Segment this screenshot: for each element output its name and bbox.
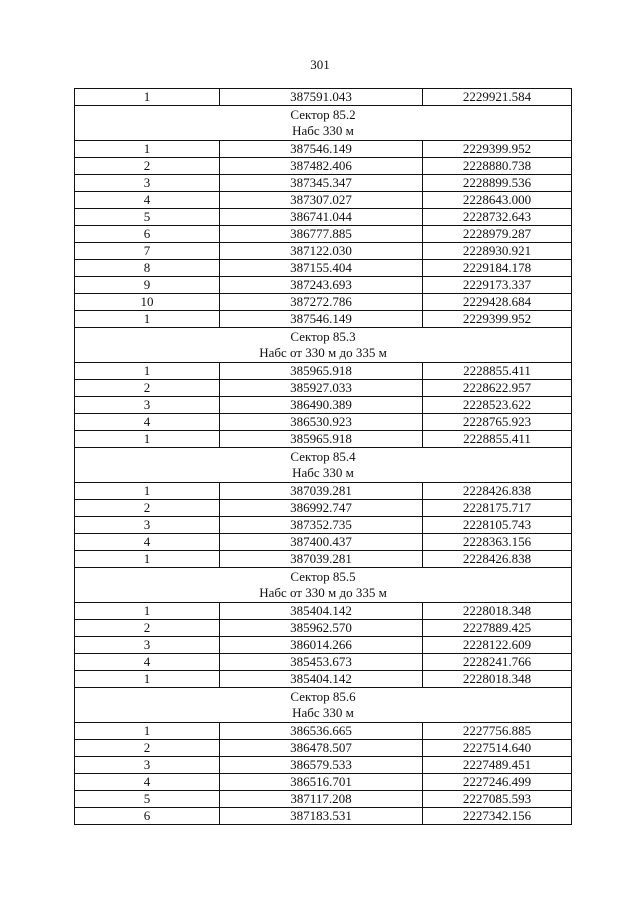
table-row <box>75 243 572 260</box>
point-number-cell: 8 <box>75 260 220 277</box>
point-number-cell: 6 <box>75 808 220 825</box>
table-row <box>75 620 572 637</box>
table-row <box>75 723 572 740</box>
sector-header-row <box>75 568 572 603</box>
point-number-cell: 7 <box>75 243 220 260</box>
table-row <box>75 774 572 791</box>
point-number-cell: 4 <box>75 534 220 551</box>
sector-header <box>75 448 572 483</box>
x-coordinate-cell: 387482.406 <box>220 158 423 175</box>
sector-header <box>75 688 572 723</box>
sector-elevation: Набс от 330 м до 335 м <box>259 585 387 600</box>
y-coordinate-cell: 2228643.000 <box>423 192 572 209</box>
point-number-cell: 4 <box>75 654 220 671</box>
x-coordinate-cell: 386014.266 <box>220 637 423 654</box>
y-coordinate-cell: 2228523.622 <box>423 397 572 414</box>
y-coordinate-cell: 2227085.593 <box>423 791 572 808</box>
table-row <box>75 500 572 517</box>
x-coordinate-cell: 387345.347 <box>220 175 423 192</box>
table-row <box>75 277 572 294</box>
sector-header <box>75 328 572 363</box>
y-coordinate-cell: 2229921.584 <box>423 89 572 106</box>
y-coordinate-cell: 2229399.952 <box>423 311 572 328</box>
y-coordinate-cell: 2229173.337 <box>423 277 572 294</box>
sector-header-row <box>75 328 572 363</box>
y-coordinate-cell: 2228018.348 <box>423 603 572 620</box>
point-number-cell: 9 <box>75 277 220 294</box>
sector-title: Сектор 85.5 <box>290 569 356 584</box>
table-row <box>75 808 572 825</box>
point-number-cell: 1 <box>75 723 220 740</box>
table-row <box>75 654 572 671</box>
x-coordinate-cell: 387307.027 <box>220 192 423 209</box>
table-row <box>75 637 572 654</box>
y-coordinate-cell: 2228899.536 <box>423 175 572 192</box>
x-coordinate-cell: 385962.570 <box>220 620 423 637</box>
sector-elevation: Набс 330 м <box>292 705 354 720</box>
y-coordinate-cell: 2228732.643 <box>423 209 572 226</box>
table-row <box>75 311 572 328</box>
point-number-cell: 10 <box>75 294 220 311</box>
y-coordinate-cell: 2228363.156 <box>423 534 572 551</box>
coordinates-table <box>74 88 572 825</box>
point-number-cell: 4 <box>75 414 220 431</box>
point-number-cell: 6 <box>75 226 220 243</box>
table-row <box>75 89 572 106</box>
x-coordinate-cell: 387039.281 <box>220 551 423 568</box>
x-coordinate-cell: 386741.044 <box>220 209 423 226</box>
x-coordinate-cell: 385965.918 <box>220 431 423 448</box>
point-number-cell: 1 <box>75 311 220 328</box>
x-coordinate-cell: 385965.918 <box>220 363 423 380</box>
x-coordinate-cell: 385404.142 <box>220 671 423 688</box>
point-number-cell: 3 <box>75 757 220 774</box>
point-number-cell: 1 <box>75 551 220 568</box>
point-number-cell: 1 <box>75 431 220 448</box>
x-coordinate-cell: 387155.404 <box>220 260 423 277</box>
x-coordinate-cell: 386516.701 <box>220 774 423 791</box>
y-coordinate-cell: 2228122.609 <box>423 637 572 654</box>
y-coordinate-cell: 2228979.287 <box>423 226 572 243</box>
y-coordinate-cell: 2228765.923 <box>423 414 572 431</box>
table-row <box>75 791 572 808</box>
table-row <box>75 175 572 192</box>
x-coordinate-cell: 385404.142 <box>220 603 423 620</box>
y-coordinate-cell: 2229428.684 <box>423 294 572 311</box>
point-number-cell: 1 <box>75 603 220 620</box>
y-coordinate-cell: 2229399.952 <box>423 141 572 158</box>
sector-header-row <box>75 106 572 141</box>
coordinates-table-body <box>75 89 572 825</box>
x-coordinate-cell: 387122.030 <box>220 243 423 260</box>
sector-header-row <box>75 448 572 483</box>
table-row <box>75 740 572 757</box>
x-coordinate-cell: 386478.507 <box>220 740 423 757</box>
sector-elevation: Набс от 330 м до 335 м <box>259 345 387 360</box>
sector-title: Сектор 85.4 <box>290 449 356 464</box>
point-number-cell: 4 <box>75 192 220 209</box>
point-number-cell: 1 <box>75 141 220 158</box>
y-coordinate-cell: 2228880.738 <box>423 158 572 175</box>
sector-elevation: Набс 330 м <box>292 123 354 138</box>
x-coordinate-cell: 387243.693 <box>220 277 423 294</box>
point-number-cell: 2 <box>75 500 220 517</box>
point-number-cell: 3 <box>75 637 220 654</box>
point-number-cell: 1 <box>75 363 220 380</box>
point-number-cell: 5 <box>75 791 220 808</box>
point-number-cell: 1 <box>75 483 220 500</box>
x-coordinate-cell: 386490.389 <box>220 397 423 414</box>
point-number-cell: 4 <box>75 774 220 791</box>
table-row <box>75 551 572 568</box>
y-coordinate-cell: 2229184.178 <box>423 260 572 277</box>
point-number-cell: 2 <box>75 158 220 175</box>
x-coordinate-cell: 387546.149 <box>220 311 423 328</box>
y-coordinate-cell: 2228426.838 <box>423 483 572 500</box>
table-row <box>75 517 572 534</box>
table-row <box>75 158 572 175</box>
point-number-cell: 5 <box>75 209 220 226</box>
table-row <box>75 483 572 500</box>
page-number: 301 <box>310 57 330 72</box>
table-row <box>75 397 572 414</box>
point-number-cell: 3 <box>75 397 220 414</box>
x-coordinate-cell: 387591.043 <box>220 89 423 106</box>
sector-header <box>75 568 572 603</box>
y-coordinate-cell: 2228241.766 <box>423 654 572 671</box>
sector-title: Сектор 85.2 <box>290 107 356 122</box>
x-coordinate-cell: 386777.885 <box>220 226 423 243</box>
table-row <box>75 757 572 774</box>
x-coordinate-cell: 386992.747 <box>220 500 423 517</box>
y-coordinate-cell: 2228105.743 <box>423 517 572 534</box>
y-coordinate-cell: 2227889.425 <box>423 620 572 637</box>
x-coordinate-cell: 387272.786 <box>220 294 423 311</box>
y-coordinate-cell: 2228175.717 <box>423 500 572 517</box>
point-number-cell: 2 <box>75 380 220 397</box>
x-coordinate-cell: 387039.281 <box>220 483 423 500</box>
y-coordinate-cell: 2227489.451 <box>423 757 572 774</box>
sector-title: Сектор 85.3 <box>290 329 356 344</box>
table-row <box>75 414 572 431</box>
x-coordinate-cell: 386530.923 <box>220 414 423 431</box>
point-number-cell: 3 <box>75 517 220 534</box>
table-row <box>75 209 572 226</box>
x-coordinate-cell: 386579.533 <box>220 757 423 774</box>
table-row <box>75 380 572 397</box>
point-number-cell: 1 <box>75 671 220 688</box>
y-coordinate-cell: 2228930.921 <box>423 243 572 260</box>
y-coordinate-cell: 2228855.411 <box>423 363 572 380</box>
x-coordinate-cell: 387400.437 <box>220 534 423 551</box>
sector-elevation: Набс 330 м <box>292 465 354 480</box>
y-coordinate-cell: 2227246.499 <box>423 774 572 791</box>
y-coordinate-cell: 2228622.957 <box>423 380 572 397</box>
point-number-cell: 2 <box>75 620 220 637</box>
sector-title: Сектор 85.6 <box>290 689 356 704</box>
table-row <box>75 294 572 311</box>
table-row <box>75 534 572 551</box>
y-coordinate-cell: 2227514.640 <box>423 740 572 757</box>
point-number-cell: 1 <box>75 89 220 106</box>
x-coordinate-cell: 385927.033 <box>220 380 423 397</box>
y-coordinate-cell: 2227756.885 <box>423 723 572 740</box>
x-coordinate-cell: 387546.149 <box>220 141 423 158</box>
x-coordinate-cell: 387117.208 <box>220 791 423 808</box>
x-coordinate-cell: 386536.665 <box>220 723 423 740</box>
point-number-cell: 3 <box>75 175 220 192</box>
x-coordinate-cell: 385453.673 <box>220 654 423 671</box>
y-coordinate-cell: 2228018.348 <box>423 671 572 688</box>
table-row <box>75 431 572 448</box>
table-row <box>75 141 572 158</box>
y-coordinate-cell: 2228426.838 <box>423 551 572 568</box>
table-row <box>75 192 572 209</box>
x-coordinate-cell: 387352.735 <box>220 517 423 534</box>
table-row <box>75 226 572 243</box>
table-row <box>75 260 572 277</box>
table-row <box>75 671 572 688</box>
sector-header-row <box>75 688 572 723</box>
table-row <box>75 363 572 380</box>
y-coordinate-cell: 2227342.156 <box>423 808 572 825</box>
table-row <box>75 603 572 620</box>
y-coordinate-cell: 2228855.411 <box>423 431 572 448</box>
sector-header <box>75 106 572 141</box>
x-coordinate-cell: 387183.531 <box>220 808 423 825</box>
point-number-cell: 2 <box>75 740 220 757</box>
